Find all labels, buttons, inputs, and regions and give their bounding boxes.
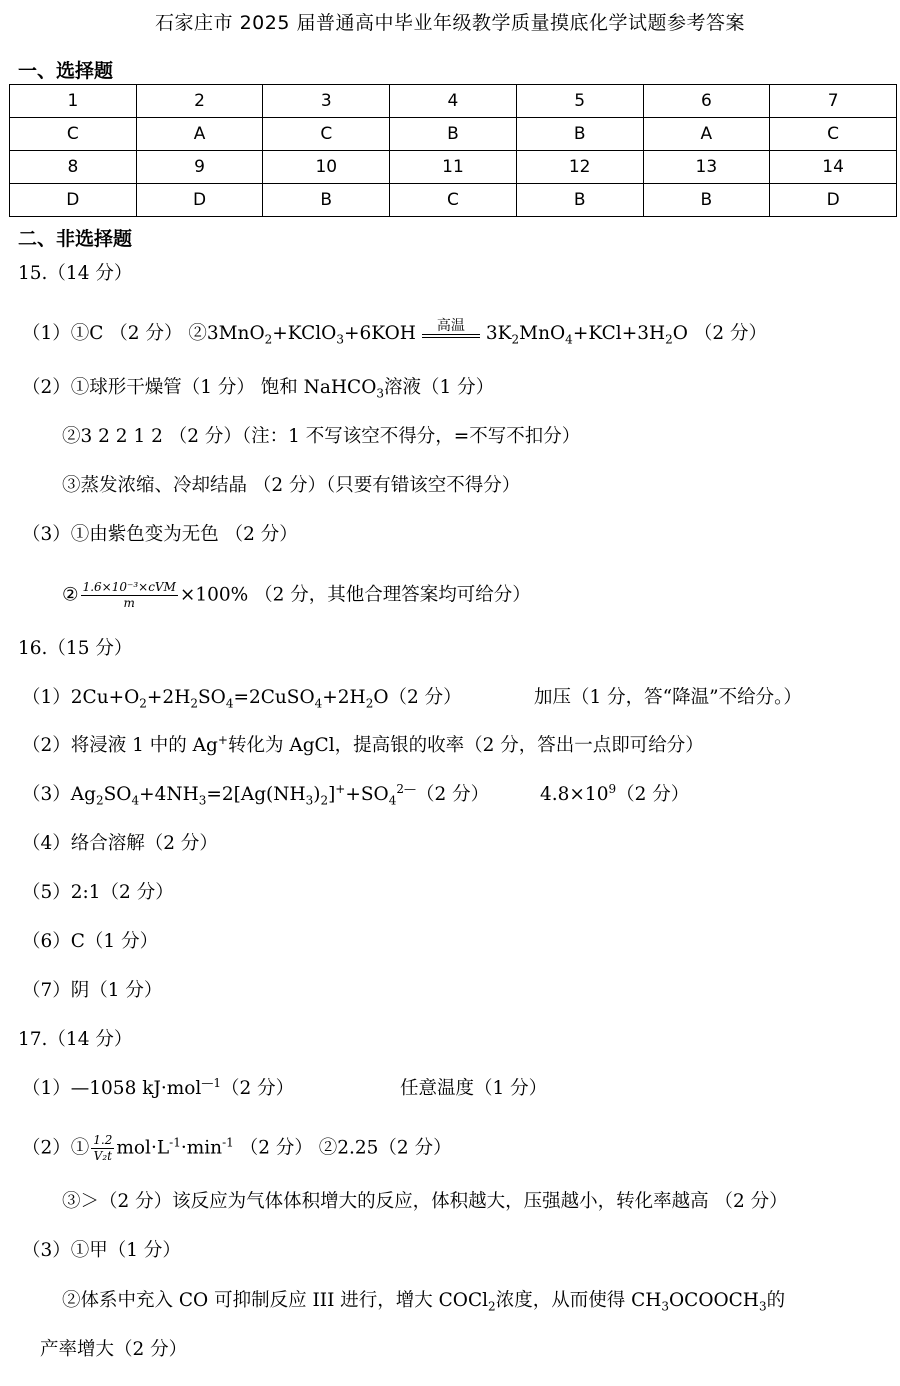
table-cell: 6	[643, 85, 770, 118]
table-cell: C	[263, 118, 390, 151]
q15-part2-2: ②3 2 2 1 2 （2 分）（注：1 不写该空不得分，=不写不扣分）	[62, 426, 581, 447]
table-cell: 12	[516, 151, 643, 184]
table-cell: 2	[136, 85, 263, 118]
q15-part3-2: ② $\frac{\text{1.6×10⁻³×cVM}}{m}$ ×100% （2 分，其他合理答案均可给分）	[62, 580, 531, 610]
q16-part1: $(1)2Cu+O_2+2H_2SO_4=2CuSO_4+2H_2O(2$ 分）	[22, 687, 462, 711]
table-row	[10, 118, 897, 151]
q16-part2: （2）将浸液 1 中的 Ag+转化为 AgCl，提高银的收率（2 分，答出一点即可给分）	[22, 732, 704, 756]
table-cell: B	[390, 118, 517, 151]
q16-part7: （7）阴（1 分）	[22, 980, 163, 1001]
answer-table	[9, 84, 897, 217]
page-title: 石家庄市 2025 届普通高中毕业年级教学质量摸底化学试题参考答案	[155, 12, 745, 34]
section-heading-nonchoice: 二、非选择题	[18, 228, 133, 250]
q16-part4: （4）络合溶解（2 分）	[22, 833, 218, 854]
table-row	[10, 151, 897, 184]
q16-part1-answer2: 加压（1 分，答“降温”不给分。）	[534, 687, 802, 708]
table-cell: B	[643, 184, 770, 217]
table-cell: 1	[10, 85, 137, 118]
table-cell: 7	[770, 85, 897, 118]
table-cell: 14	[770, 151, 897, 184]
q15-part1: （1）①C （2 分） ②3MnO$_2$+KClO$_3$+6KOH 高温 $3K_2MnO_4+KCl+3H_2O$ （2 分）	[22, 318, 767, 347]
q17-part3-2: ②体系中充入 CO 可抑制反应 III 进行，增大 COCl$_2$浓度，从而使得 $CH_3OCOOCH_3$的	[62, 1290, 786, 1314]
table-cell: A	[643, 118, 770, 151]
q17-part3-1: （3）①甲（1 分）	[22, 1240, 181, 1261]
reaction-condition: 高温	[422, 318, 480, 338]
table-cell: D	[136, 184, 263, 217]
table-cell: 9	[136, 151, 263, 184]
q15-heading: 15.（14 分）	[18, 263, 133, 284]
q16-part3: $(3)Ag_2SO_4+4NH_3=2[Ag(NH_3)_2]^++SO_4^{2—}(2$ 分）	[22, 781, 490, 808]
q17-part2-3: ③＞（2 分）该反应为气体体积增大的反应，体积越大，压强越小，转化率越高 （2 分）	[62, 1191, 788, 1212]
table-cell: C	[770, 118, 897, 151]
table-cell: 5	[516, 85, 643, 118]
table-cell: D	[10, 184, 137, 217]
table-row	[10, 184, 897, 217]
table-cell: C	[10, 118, 137, 151]
fraction-formula: $\frac{\text{1.6×10⁻³×cVM}}{m}$	[82, 580, 176, 610]
q17-part3-3: 产率增大（2 分）	[40, 1339, 188, 1360]
table-cell: 8	[10, 151, 137, 184]
q16-part3-constant: $4.8\times 10^9(2$ 分）	[540, 781, 690, 805]
table-cell: B	[516, 118, 643, 151]
q17-heading: 17.（14 分）	[18, 1029, 133, 1050]
q15-part2-1: （2）①球形干燥管（1 分） 饱和 NaHCO$_3$溶液（1 分）	[22, 377, 495, 401]
table-cell: D	[770, 184, 897, 217]
q15-part3-1: （3）①由紫色变为无色 （2 分）	[22, 524, 298, 545]
table-cell: 13	[643, 151, 770, 184]
table-cell: C	[390, 184, 517, 217]
q17-part1-answer2: 任意温度（1 分）	[400, 1078, 548, 1099]
table-cell: 4	[390, 85, 517, 118]
table-cell: A	[136, 118, 263, 151]
q15-part2-3: ③蒸发浓缩、冷却结晶 （2 分）（只要有错该空不得分）	[62, 475, 521, 496]
rate-fraction: $\frac{1.2}{\text{V₂t}}$	[93, 1133, 113, 1163]
q17-part1: （1）—1058 kJ·mol$^{—1}$（2 分）	[22, 1075, 295, 1099]
section-heading-choice: 一、选择题	[18, 60, 114, 82]
table-row	[10, 85, 897, 118]
table-cell: B	[263, 184, 390, 217]
q17-part2: （2）① $\frac{1.2}{\text{V₂t}}$ $mol\cdot L^{-1}\cdot\min^{-1}$ （2 分） ②2.25（2 分）	[22, 1133, 452, 1163]
table-cell: 10	[263, 151, 390, 184]
table-cell: 3	[263, 85, 390, 118]
q16-heading: 16.（15 分）	[18, 638, 133, 659]
q16-part6: （6）C（1 分）	[22, 931, 159, 952]
table-cell: B	[516, 184, 643, 217]
table-cell: 11	[390, 151, 517, 184]
q16-part5: （5）2:1（2 分）	[22, 882, 174, 903]
